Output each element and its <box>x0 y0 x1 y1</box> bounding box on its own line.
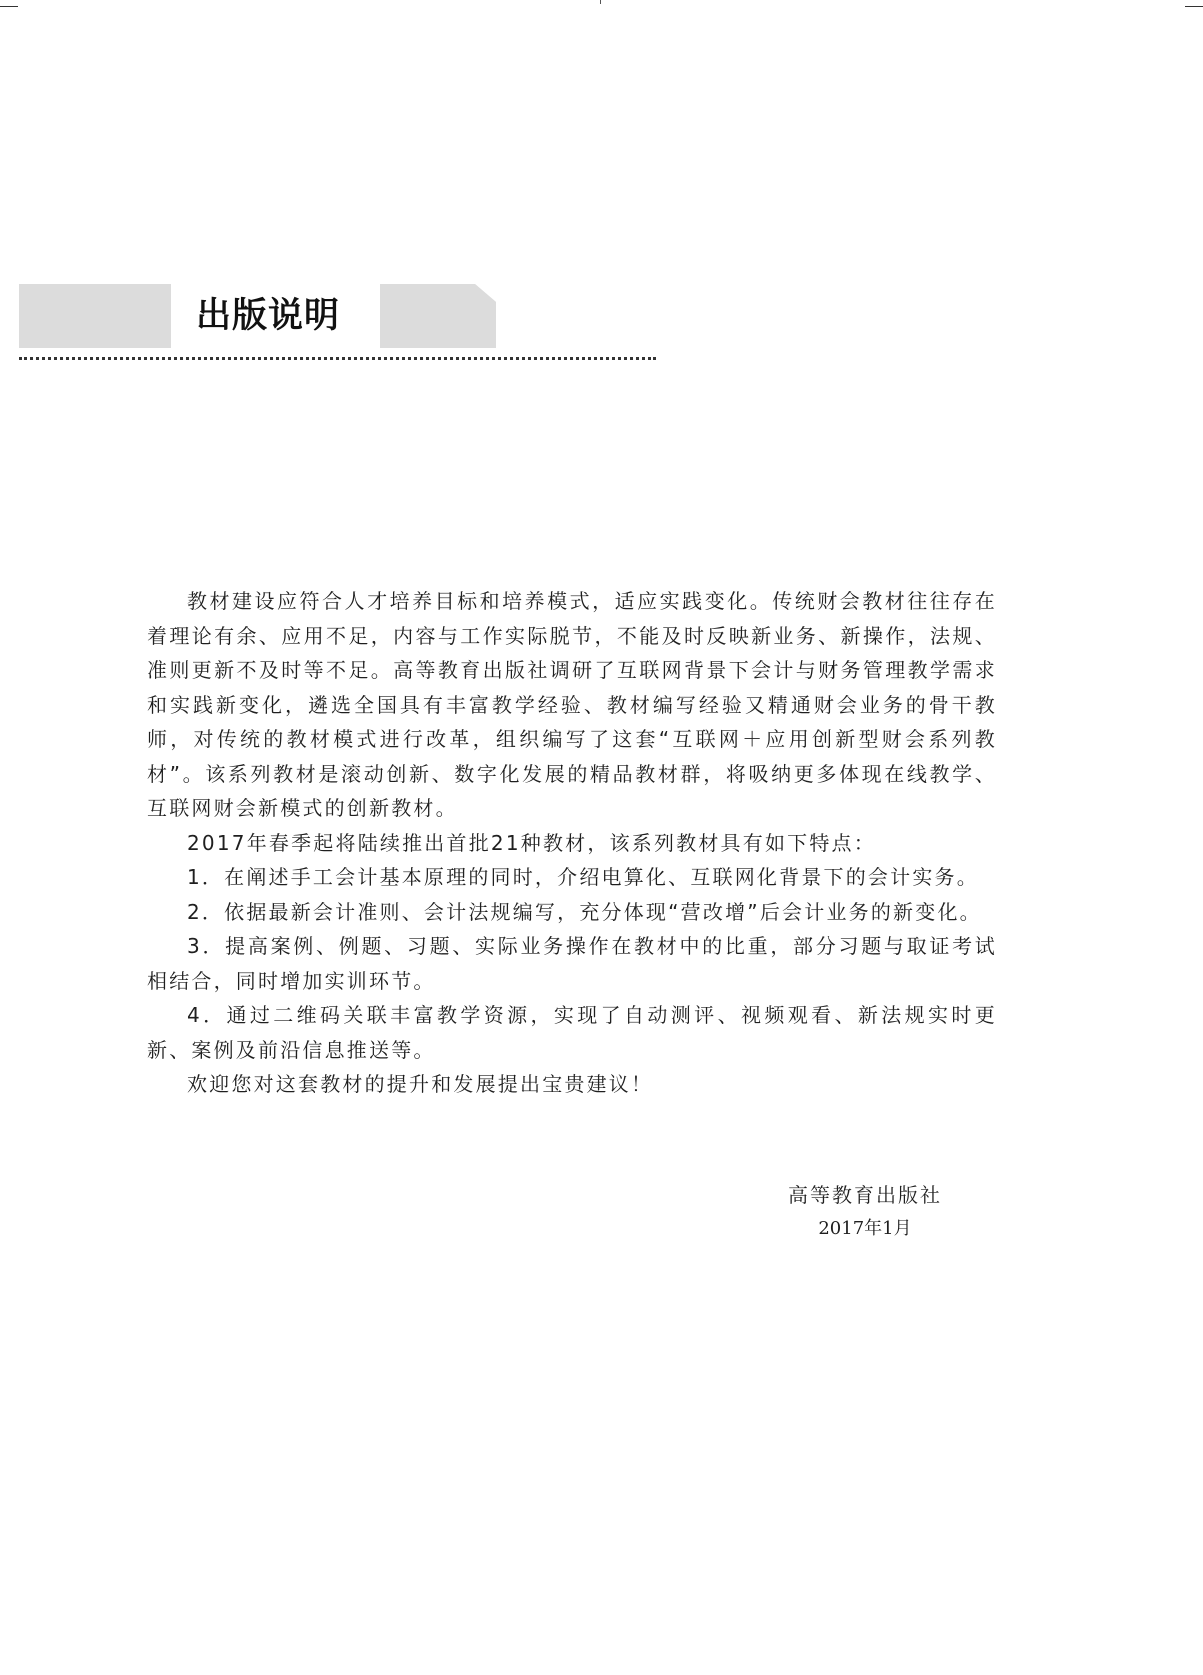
publisher-name: 高等教育出版社 <box>788 1183 942 1207</box>
feature-item-3: 3．提高案例、例题、习题、实际业务操作在教材中的比重，部分习题与取证考试相结合，同时增加实训环节。 <box>147 934 997 993</box>
feature-item-4: 4．通过二维码关联丰富教学资源，实现了自动测评、视频观看、新法规实时更新、案例及前沿信息推送等。 <box>147 1003 997 1062</box>
paragraph-features-lead: 2017年春季起将陆续推出首批21种教材，该系列教材具有如下特点： <box>187 830 876 855</box>
crop-mark-left <box>0 0 18 7</box>
crop-mark-right <box>1185 0 1203 7</box>
heading-band-right <box>380 284 496 348</box>
signature-block <box>760 1178 970 1246</box>
dotted-divider <box>19 357 656 360</box>
paragraph-closing: 欢迎您对这套教材的提升和发展提出宝贵建议！ <box>187 1072 654 1096</box>
feature-item-2: 2．依据最新会计准则、会计法规编写，充分体现“营改增”后会计业务的新变化。 <box>187 899 982 924</box>
page-title: 出版说明 <box>196 295 341 336</box>
feature-item-1: 1．在阐述手工会计基本原理的同时，介绍电算化、互联网化背景下的会计实务。 <box>187 865 979 889</box>
crop-mark-center <box>600 0 601 4</box>
publication-date: 2017年1月 <box>818 1218 912 1239</box>
paragraph-intro: 教材建设应符合人才培养目标和培养模式，适应实践变化。传统财会教材往往存在着理论有余、应用不足，内容与工作实际脱节，不能及时反映新业务、新操作，法规、准则更新不及时等不足。高等教育出版社调研了互联网背景下会计与财务管理教学需求和实践新变化，遴选全国具有丰富教学经验、教材编写经验又精通财会业务的骨干教师，对传统的教材模式进行改革，组织编写了这套“互联网＋应用创新型财会系列教材”。该系列教材是滚动创新、数字化发展的精品教材群，将吸纳更多体现在线教学、互联网财会新模式的创新教材。 <box>147 589 997 820</box>
heading-band-left <box>19 284 171 348</box>
preface-body <box>147 584 997 1102</box>
